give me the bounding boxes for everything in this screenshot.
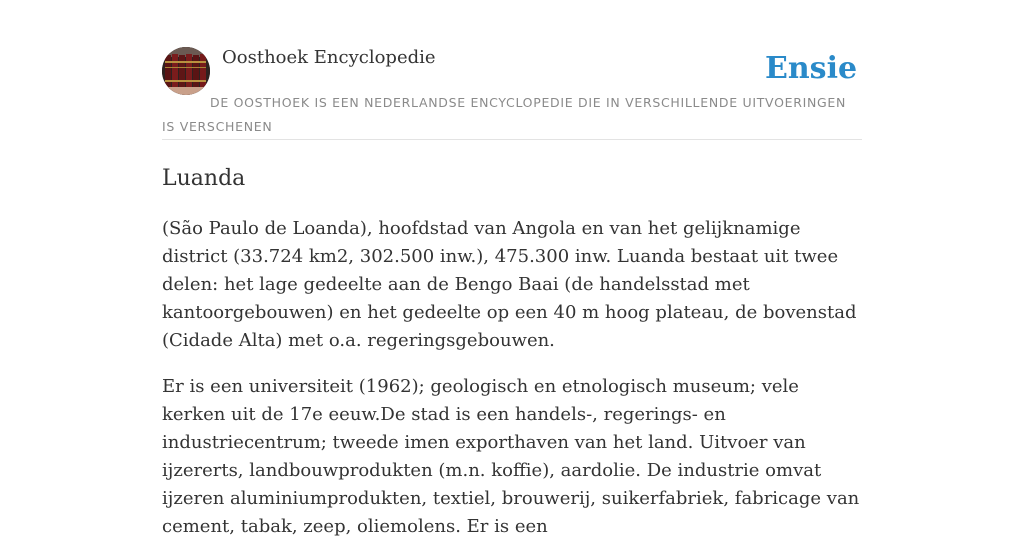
encyclopedia-books-icon — [162, 47, 210, 95]
site-tagline: DE OOSTHOEK IS EEN NEDERLANDSE ENCYCLOPEDIE DIE IN VERSCHILLENDE UITVOERINGEN IS VERSCHENEN — [162, 95, 847, 134]
article-paragraph: Er is een universiteit (1962); geologisch en etnologisch museum; vele kerken uit de 17e eeuw.De stad is een handels-, regerings- en industriecentrum; tweede imen exporthaven van het land. Uitvoer van ijzererts, landbouwprodukten (m.n. koffie), aardolie. De industrie omvat ijzeren aluminiumprodukten, textiel, brouwerij, suikerfabriek, fabricage van cement, tabak, zeep, oliemolens. Er is een — [162, 376, 860, 537]
article-body — [162, 215, 862, 559]
site-name-link[interactable]: Oosthoek Encyclopedie — [222, 47, 436, 68]
ensie-logo-link[interactable]: Ensie — [765, 51, 858, 86]
article-paragraph: (São Paulo de Loanda), hoofdstad van Angola en van het gelijknamige district (33.724 km2, 302.500 inw.), 475.300 inw. Luanda bestaat uit twee delen: het lage gedeelte aan de Bengo Baai (de handelsstad met kantoorgebouwen) en het gedeelte op een 40 m hoog plateau, de bovenstad (Cidade Alta) met o.a. regeringsgebouwen. — [162, 218, 857, 351]
avatar[interactable] — [162, 47, 210, 95]
header-divider — [162, 139, 862, 140]
article-title: Luanda — [162, 166, 246, 191]
